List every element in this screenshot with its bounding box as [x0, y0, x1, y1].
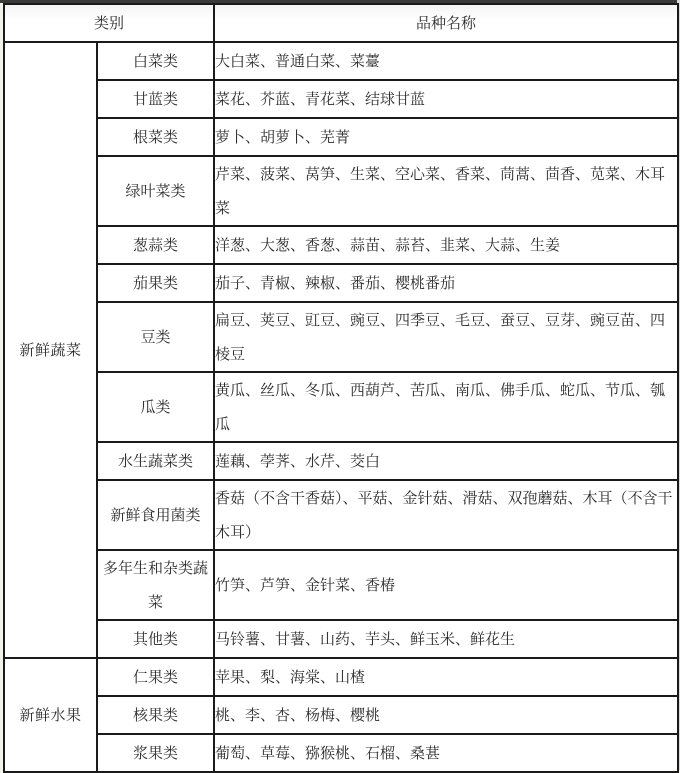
produce-category-table	[3, 3, 679, 773]
sub-category: 白菜类	[97, 42, 214, 80]
table-row	[4, 658, 678, 696]
sub-category: 茄果类	[97, 264, 214, 302]
table-row	[4, 442, 678, 480]
variety-list: 大白菜、普通白菜、菜薹	[214, 42, 678, 80]
major-category-fresh-vegetables: 新鲜蔬菜	[4, 42, 97, 658]
table-header-row	[4, 4, 678, 42]
table-row	[4, 42, 678, 80]
sub-category: 浆果类	[97, 734, 214, 772]
sub-category: 瓜类	[97, 372, 214, 442]
sub-category: 多年生和杂类蔬菜	[97, 550, 214, 620]
variety-list: 菜花、芥蓝、青花菜、结球甘蓝	[214, 80, 678, 118]
table-row	[4, 734, 678, 772]
sub-category: 新鲜食用菌类	[97, 480, 214, 550]
sub-category: 核果类	[97, 696, 214, 734]
header-category: 类别	[4, 4, 214, 42]
sub-category: 水生蔬菜类	[97, 442, 214, 480]
table-row	[4, 550, 678, 620]
sub-category: 根菜类	[97, 118, 214, 156]
table-row	[4, 156, 678, 226]
table-row	[4, 80, 678, 118]
variety-list: 香菇（不含干香菇）、平菇、金针菇、滑菇、双孢蘑菇、木耳（不含干木耳）	[214, 480, 678, 550]
variety-list: 萝卜、胡萝卜、芜菁	[214, 118, 678, 156]
variety-list: 扁豆、荚豆、豇豆、豌豆、四季豆、毛豆、蚕豆、豆芽、豌豆苗、四棱豆	[214, 302, 678, 372]
variety-list: 葡萄、草莓、猕猴桃、石榴、桑葚	[214, 734, 678, 772]
sub-category: 绿叶菜类	[97, 156, 214, 226]
table-row	[4, 226, 678, 264]
table-row	[4, 480, 678, 550]
sub-category: 甘蓝类	[97, 80, 214, 118]
table-row	[4, 372, 678, 442]
sub-category: 葱蒜类	[97, 226, 214, 264]
variety-list: 竹笋、芦笋、金针菜、香椿	[214, 550, 678, 620]
header-varieties: 品种名称	[214, 4, 678, 42]
sub-category: 仁果类	[97, 658, 214, 696]
variety-list: 黄瓜、丝瓜、冬瓜、西葫芦、苦瓜、南瓜、佛手瓜、蛇瓜、节瓜、瓠瓜	[214, 372, 678, 442]
table-row	[4, 696, 678, 734]
table-row	[4, 264, 678, 302]
table-row	[4, 302, 678, 372]
major-category-fresh-fruits: 新鲜水果	[4, 658, 97, 772]
variety-list: 莲藕、荸荠、水芹、茭白	[214, 442, 678, 480]
table-row	[4, 620, 678, 658]
variety-list: 苹果、梨、海棠、山楂	[214, 658, 678, 696]
variety-list: 马铃薯、甘薯、山药、芋头、鲜玉米、鲜花生	[214, 620, 678, 658]
sub-category: 豆类	[97, 302, 214, 372]
variety-list: 芹菜、菠菜、莴笋、生菜、空心菜、香菜、茼蒿、茴香、苋菜、木耳菜	[214, 156, 678, 226]
variety-list: 桃、李、杏、杨梅、樱桃	[214, 696, 678, 734]
sub-category: 其他类	[97, 620, 214, 658]
variety-list: 茄子、青椒、辣椒、番茄、樱桃番茄	[214, 264, 678, 302]
variety-list: 洋葱、大葱、香葱、蒜苗、蒜苔、韭菜、大蒜、生姜	[214, 226, 678, 264]
table-row	[4, 118, 678, 156]
